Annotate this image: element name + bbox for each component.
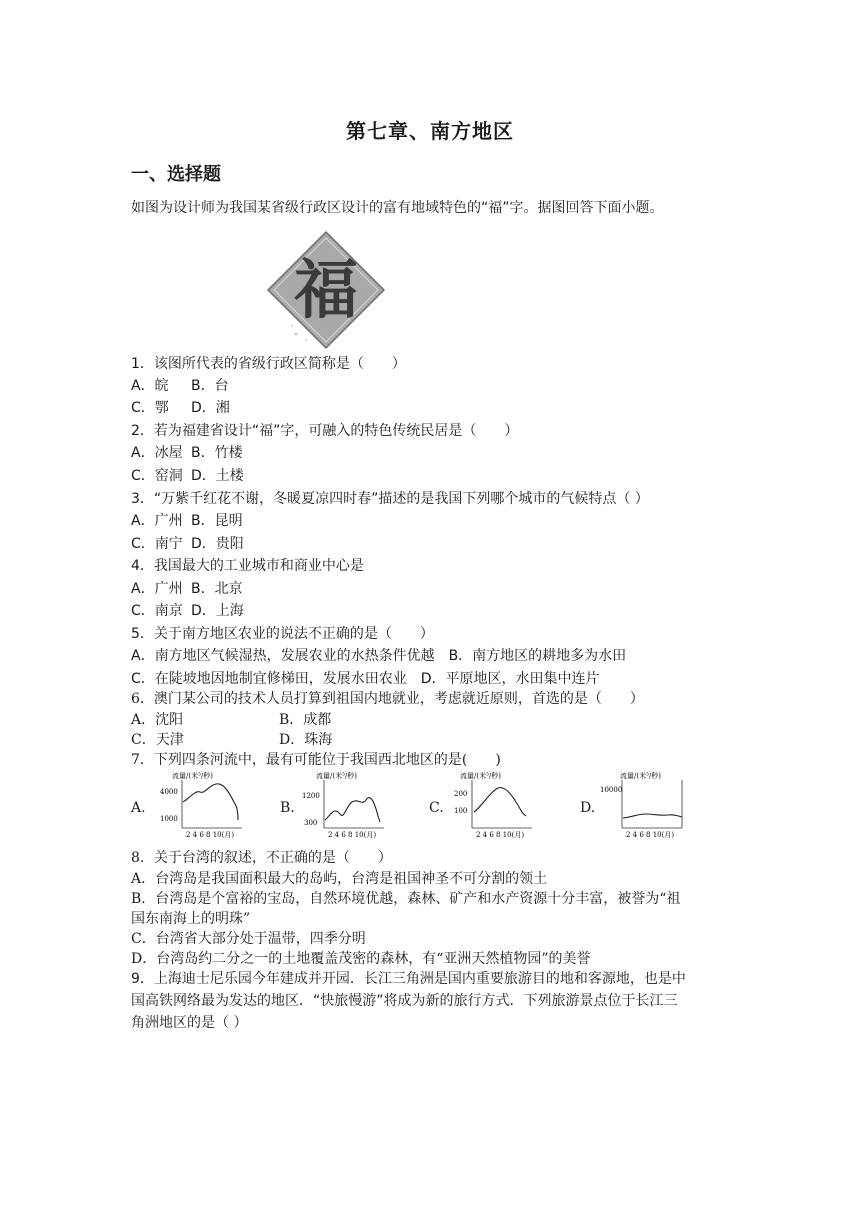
chart-c-flow-curve: [474, 788, 526, 816]
q4-options-ab: [131, 579, 243, 599]
q2-options-cd: [131, 466, 244, 486]
chart-c-ytick-0: 200: [454, 790, 468, 798]
q6-option-c[interactable]: C．天津: [131, 732, 184, 748]
chart-b-xlabel: 2 4 6 8 10(月): [328, 831, 377, 839]
chart-a-ytick-0: 4000: [160, 788, 178, 796]
q2-options-ab: [131, 443, 243, 463]
intro-text: 如图为设计师为我国某省级行政区设计的富有地域特色的“福”字。据图回答下面小题。: [131, 200, 664, 216]
q7-chart-a[interactable]: [150, 770, 250, 842]
q3-options-cd: [131, 534, 244, 554]
q6-option-b[interactable]: B．成都: [279, 712, 332, 728]
q4-option-b[interactable]: B．北京: [191, 581, 243, 597]
q6-options-ab: [131, 710, 331, 730]
q3-option-c[interactable]: C．南宁: [131, 536, 183, 552]
fu-glyph: 福: [294, 253, 358, 328]
q7-chart-c[interactable]: [448, 770, 548, 842]
chart-d-ytick-0: 10000: [600, 786, 623, 794]
q8-option-a[interactable]: A．台湾岛是我国面积最大的岛屿，台湾是祖国神圣不可分割的领土: [131, 871, 548, 887]
q4-stem: 4．我国最大的工业城市和商业中心是: [131, 558, 364, 574]
q6-option-a[interactable]: A．沈阳: [131, 712, 184, 728]
q1-option-a[interactable]: A．皖: [131, 378, 169, 394]
chart-d-flow-curve: [623, 814, 682, 818]
q8-stem: 8．关于台湾的叙述，不正确的是（ ）: [131, 850, 392, 866]
chart-d-xlabel: 2 4 6 8 10(月): [626, 831, 675, 839]
q7-chart-d[interactable]: [598, 770, 698, 842]
chart-a-xlabel: 2 4 6 8 10(月): [186, 831, 235, 839]
q2-stem: 2．若为福建省设计“福”字，可融入的特色传统民居是（ ）: [131, 423, 519, 439]
q5-options-ab[interactable]: A．南方地区气候湿热，发展农业的水热条件优越 B．南方地区的耕地多为水田: [131, 648, 627, 664]
chart-a-flow-curve: [183, 784, 238, 820]
q2-option-a[interactable]: A．冰屋: [131, 445, 183, 461]
q4-option-a[interactable]: A．广州: [131, 581, 183, 597]
page-title: 第七章、南方地区: [346, 119, 514, 143]
q6-stem: 6．澳门某公司的技术人员打算到祖国内地就业，考虑就近原则，首选的是（ ）: [131, 691, 644, 707]
q1-option-c[interactable]: C．鄂: [131, 400, 169, 416]
q4-option-c[interactable]: C．南京: [131, 603, 183, 619]
q5-options-cd[interactable]: C．在陡坡地因地制宜修梯田，发展水田农业 D．平原地区，水田集中连片: [131, 671, 600, 687]
q9-stem-line1: 9．上海迪士尼乐园今年建成并开园．长江三角洲是国内重要旅游目的地和客源地，也是中: [131, 971, 686, 987]
q2-option-d[interactable]: D．土楼: [191, 468, 244, 484]
q8-option-b-line2[interactable]: 国东南海上的明珠”: [131, 911, 251, 927]
q3-option-b[interactable]: B．昆明: [191, 513, 243, 529]
chart-c-xlabel: 2 4 6 8 10(月): [476, 831, 525, 839]
q7-option-a-label[interactable]: A.: [131, 800, 146, 816]
q5-stem: 5．关于南方地区农业的说法不正确的是（ ）: [131, 626, 434, 642]
chart-b-ylabel: 流量/(米³/秒): [316, 772, 357, 780]
chart-a-ylabel: 流量/(米³/秒): [172, 772, 213, 780]
q1-option-b[interactable]: B．台: [191, 378, 229, 394]
q7-option-b-label[interactable]: B.: [280, 800, 295, 816]
section-heading: 一、选择题: [131, 164, 221, 185]
chart-b-ytick-1: 300: [304, 819, 318, 827]
q1-options-cd: [131, 398, 230, 418]
q8-option-c[interactable]: C．台湾省大部分处于温带，四季分明: [131, 931, 366, 947]
q9-stem-line3: 角洲地区的是（ ）: [131, 1015, 248, 1031]
q6-options-cd: [131, 730, 332, 750]
q7-option-c-label[interactable]: C.: [429, 800, 444, 816]
q1-options-ab: [131, 376, 229, 396]
fu-logo-figure: [266, 230, 386, 350]
q2-option-c[interactable]: C．窑洞: [131, 468, 183, 484]
q4-options-cd: [131, 601, 244, 621]
q8-option-d[interactable]: D．台湾岛约二分之一的土地覆盖茂密的森林，有“亚洲天然植物园”的美誉: [131, 951, 591, 967]
q9-stem-line2: 国高铁网络最为发达的地区．“快旅慢游”将成为新的旅行方式．下列旅游景点位于长江三: [131, 993, 678, 1009]
chart-d-ylabel: 流量/(米³/秒): [620, 772, 661, 780]
chart-a-ytick-1: 1000: [160, 815, 178, 823]
q3-option-d[interactable]: D．贵阳: [191, 536, 244, 552]
q7-stem: 7．下列四条河流中，最有可能位于我国西北地区的是( ): [131, 752, 501, 768]
q2-option-b[interactable]: B．竹楼: [191, 445, 243, 461]
chart-c-ytick-1: 100: [454, 807, 468, 815]
chart-c-ylabel: 流量/(米³/秒): [460, 772, 501, 780]
q1-option-d[interactable]: D．湘: [191, 400, 230, 416]
q3-stem: 3．“万紫千红花不谢，冬暖夏凉四时春”描述的是我国下列哪个城市的气候特点（ ）: [131, 491, 649, 507]
chart-b-flow-curve: [325, 798, 380, 822]
q3-options-ab: [131, 511, 243, 531]
q4-option-d[interactable]: D．上海: [191, 603, 244, 619]
q1-stem: 1．该图所代表的省级行政区简称是（ ）: [131, 356, 406, 372]
q7-chart-b[interactable]: [296, 770, 396, 842]
q6-option-d[interactable]: D．珠海: [279, 732, 333, 748]
q8-option-b-line1[interactable]: B．台湾岛是个富裕的宝岛，自然环境优越，森林、矿产和水产资源十分丰富，被誉为“祖: [131, 891, 681, 907]
chart-b-ytick-0: 1200: [302, 792, 320, 800]
q3-option-a[interactable]: A．广州: [131, 513, 183, 529]
q7-option-d-label[interactable]: D.: [580, 800, 596, 816]
